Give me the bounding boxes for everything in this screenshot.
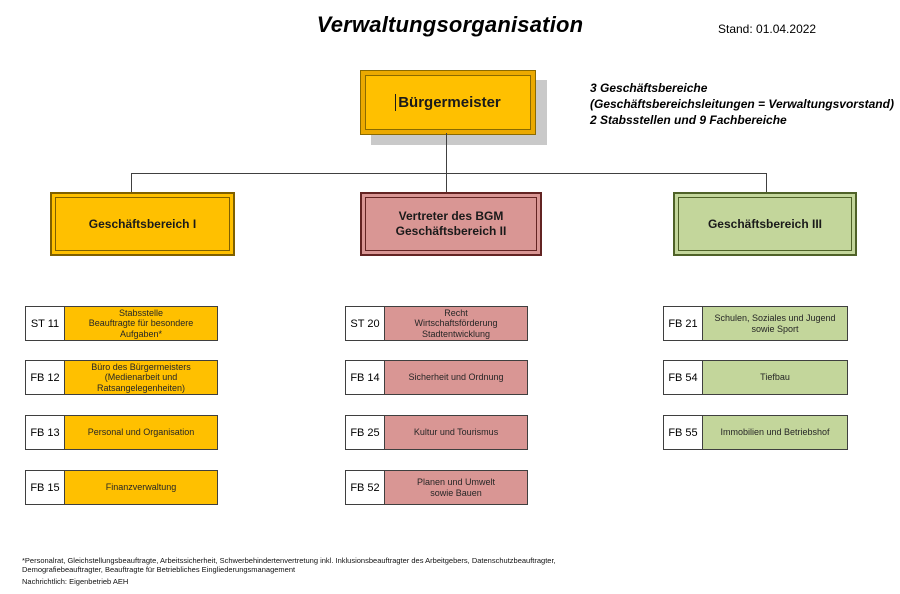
unit-code: FB 25	[346, 416, 385, 449]
unit-description: Kultur und Tourismus	[385, 416, 527, 449]
unit-code: FB 14	[346, 361, 385, 394]
unit-code: FB 15	[26, 471, 65, 504]
org-unit-fb21	[663, 306, 848, 341]
unit-description: Tiefbau	[703, 361, 847, 394]
unit-description: Sicherheit und Ordnung	[385, 361, 527, 394]
unit-description: Büro des Bürgermeisters (Medienarbeit und Ratsangelegenheiten)	[65, 361, 217, 394]
unit-code: FB 54	[664, 361, 703, 394]
org-unit-st11	[25, 306, 218, 341]
connector-root-down	[446, 133, 447, 173]
text-caret	[395, 94, 396, 111]
org-unit-st20	[345, 306, 528, 341]
unit-code: FB 52	[346, 471, 385, 504]
unit-description: Stabsstelle Beauftragte für besondere Aufgaben*	[65, 307, 217, 340]
org-unit-fb54	[663, 360, 848, 395]
summary-note: 3 Geschäftsbereiche (Geschäftsbereichsleitungen = Verwaltungsvorstand) 2 Stabsstellen und 9 Fachbereiche	[590, 81, 894, 127]
unit-code: FB 13	[26, 416, 65, 449]
unit-code: ST 11	[26, 307, 65, 340]
buergermeister-label: Bürgermeister	[398, 94, 501, 111]
addendum-text: Nachrichtlich: Eigenbetrieb AEH	[22, 577, 129, 586]
org-unit-fb13	[25, 415, 218, 450]
connector-middle-down	[446, 173, 447, 192]
org-unit-fb15	[25, 470, 218, 505]
connector-left-down	[131, 173, 132, 192]
unit-code: FB 55	[664, 416, 703, 449]
org-unit-fb25	[345, 415, 528, 450]
branch-geschaeftsbereich-2: Vertreter des BGM Geschäftsbereich II	[360, 192, 542, 256]
unit-description: Personal und Organisation	[65, 416, 217, 449]
branch-geschaeftsbereich-3: Geschäftsbereich III	[673, 192, 857, 256]
unit-description: Immobilien und Betriebshof	[703, 416, 847, 449]
org-unit-fb52	[345, 470, 528, 505]
connector-right-down	[766, 173, 767, 192]
unit-code: ST 20	[346, 307, 385, 340]
unit-code: FB 21	[664, 307, 703, 340]
unit-code: FB 12	[26, 361, 65, 394]
unit-description: Finanzverwaltung	[65, 471, 217, 504]
date-stamp: Stand: 01.04.2022	[718, 22, 817, 36]
unit-description: Planen und Umwelt sowie Bauen	[385, 471, 527, 504]
unit-description: Recht Wirtschaftsförderung Stadtentwicklung	[385, 307, 527, 340]
org-unit-fb14	[345, 360, 528, 395]
connector-horizontal	[131, 173, 767, 174]
buergermeister-box	[360, 70, 536, 135]
page-title: Verwaltungsorganisation	[316, 12, 584, 37]
branch-geschaeftsbereich-1: Geschäftsbereich I	[50, 192, 235, 256]
org-unit-fb55	[663, 415, 848, 450]
unit-description: Schulen, Soziales und Jugend sowie Sport	[703, 307, 847, 340]
footnote-text: *Personalrat, Gleichstellungsbeauftragte, Arbeitssicherheit, Schwerbehindertenvertretung inkl. Inklusionsbeauftragter des Arbeitgebers, Datenschutzbeauftragter, Demografiebeauftragter, Beauftragte für Betriebliches Eingliederungsmanagement	[22, 556, 556, 574]
org-unit-fb12	[25, 360, 218, 395]
